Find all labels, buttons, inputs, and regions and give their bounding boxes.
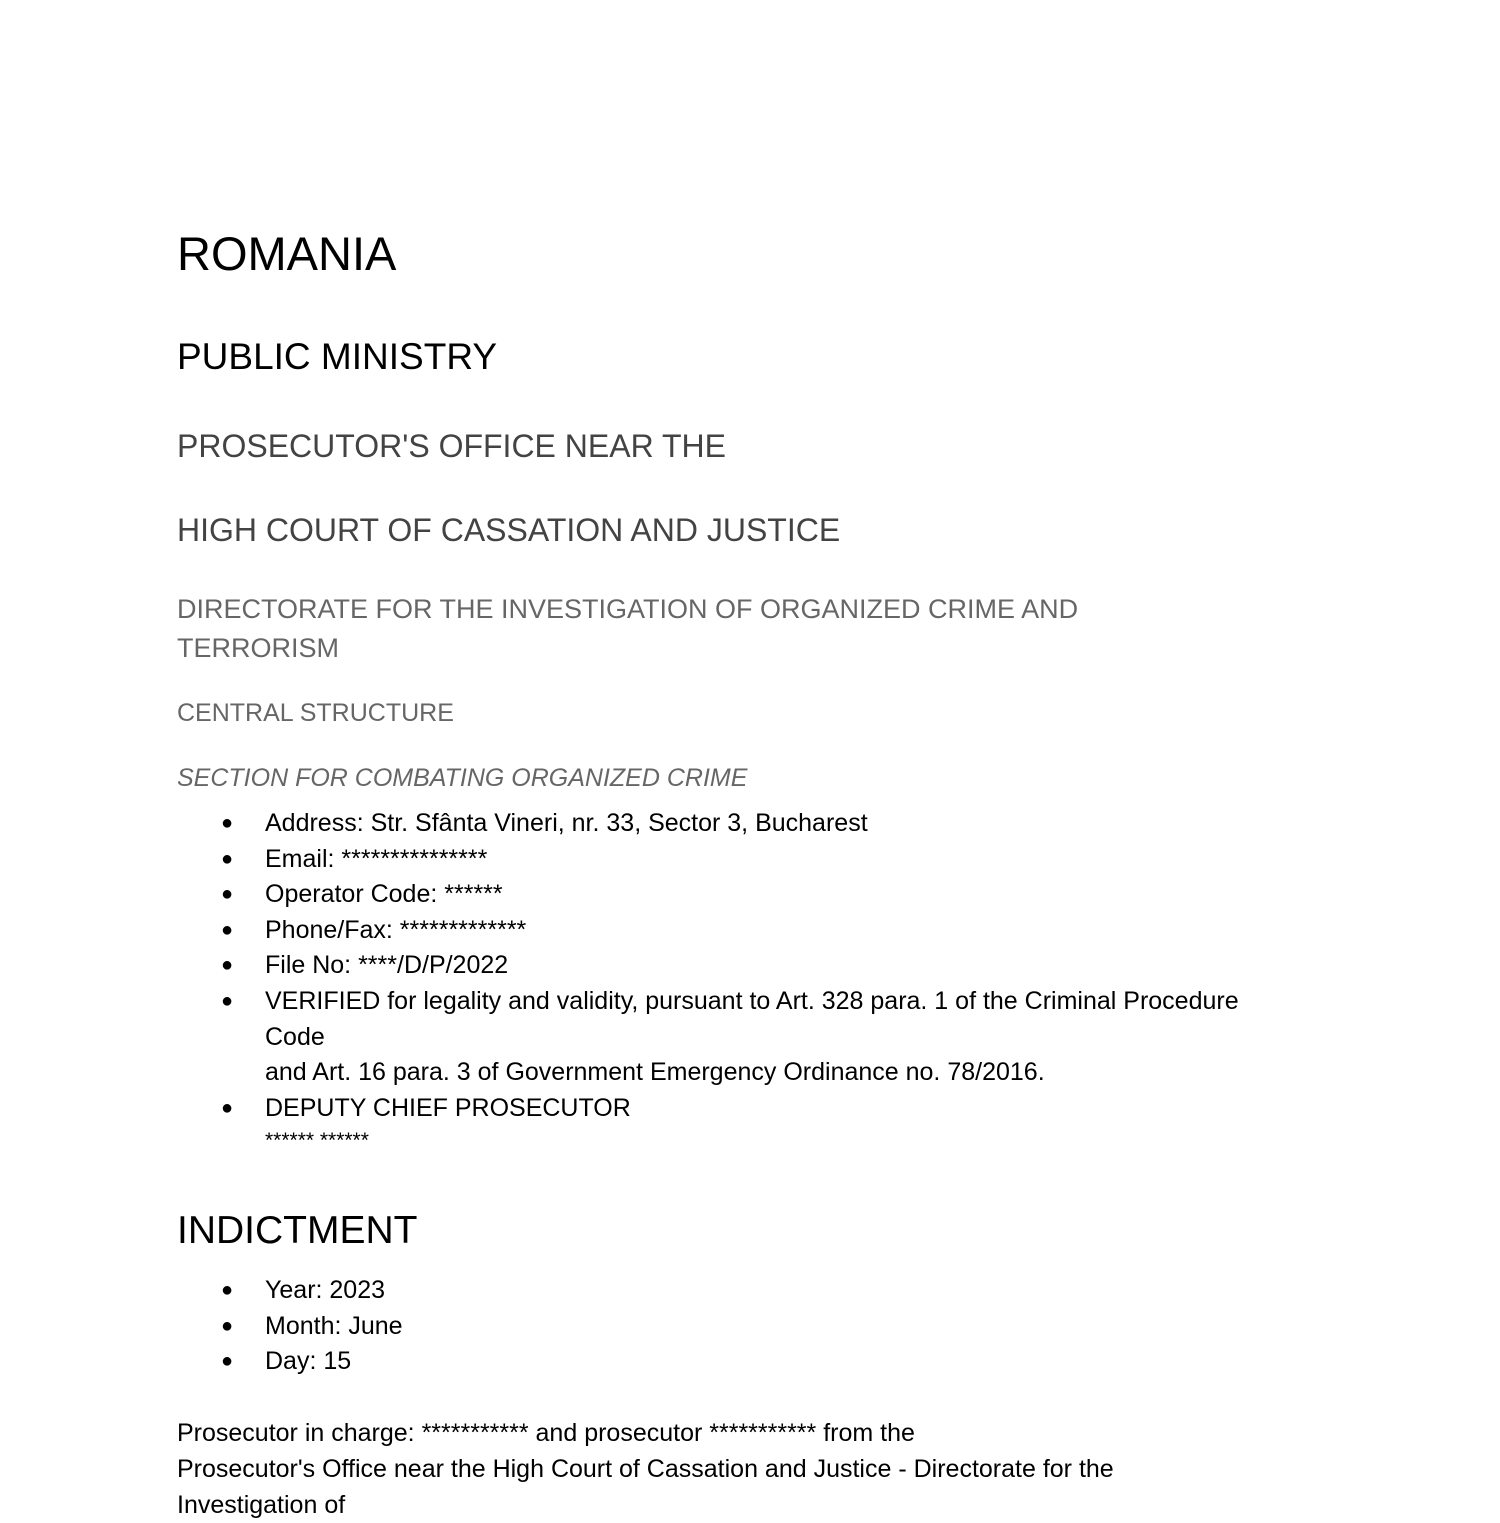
office-heading-line1: PROSECUTOR'S OFFICE NEAR THE [177,428,726,464]
structure-heading: CENTRAL STRUCTURE [177,699,454,727]
day-text: Day: 15 [265,1347,352,1376]
year-text: Year: 2023 [265,1276,386,1304]
section-heading: SECTION FOR COMBATING ORGANIZED CRIME [177,764,748,792]
directorate-heading: DIRECTORATE FOR THE INVESTIGATION OF ORGANIZED CRIME AND TERRORISM [177,594,1079,663]
address-text: Address: Str. Sfânta Vineri, nr. 33, Sector 3, Bucharest [265,809,868,837]
bullet-icon: ● [221,812,234,834]
body-line-1: Prosecutor in charge: *********** and prosecutor *********** from the [177,1419,915,1447]
body-line-2: Prosecutor's Office near the High Court of Cassation and Justice - Directorate for the [177,1455,1114,1483]
bullet-icon: ● [221,989,234,1012]
list-item-phone-fax [177,913,1337,949]
operator-code-text: Operator Code: ****** [265,880,503,909]
office-info-list [177,806,1337,1156]
bullet-icon: ● [221,883,234,906]
office-heading-line2: HIGH COURT OF CASSATION AND JUSTICE [177,512,841,548]
verified-text-line3: and Art. 16 para. 3 of Government Emergency Ordinance no. 78/2016. [265,1058,1045,1087]
list-item-operator-code [177,877,1337,913]
bullet-icon: ● [221,1279,234,1301]
list-item-day [177,1344,1337,1380]
ministry-heading: PUBLIC MINISTRY [177,336,498,377]
phone-fax-text: Phone/Fax: ************* [265,915,527,944]
file-no-text: File No: ****/D/P/2022 [265,951,509,980]
email-text: Email: *************** [265,844,488,873]
country-heading: ROMANIA [177,227,397,280]
bullet-icon: ● [221,1314,234,1337]
list-item-address [177,806,1337,842]
bullet-icon: ● [221,918,234,941]
bullet-icon: ● [221,847,234,870]
deputy-name: ****** ****** [265,1129,369,1153]
deputy-title: DEPUTY CHIEF PROSECUTOR [265,1093,631,1122]
indictment-date-list [177,1273,1337,1380]
bullet-icon: ● [221,1350,234,1373]
verified-text-line2: Code [265,1022,325,1051]
list-item-month [177,1309,1337,1345]
month-text: Month: June [265,1311,403,1340]
list-item-year [177,1273,1337,1309]
bullet-icon: ● [221,1096,234,1119]
list-item-file-no [177,948,1337,984]
bullet-icon: ● [221,954,234,977]
list-item-verified [177,984,1337,1091]
verified-text-line1: VERIFIED for legality and validity, pursuant to Art. 328 para. 1 of the Criminal Procedure [265,986,1239,1015]
indictment-heading: INDICTMENT [177,1209,418,1252]
list-item-deputy [177,1091,1337,1157]
body-line-3: Investigation of [177,1491,346,1519]
list-item-email [177,842,1337,878]
body-paragraph [177,1415,1114,1523]
